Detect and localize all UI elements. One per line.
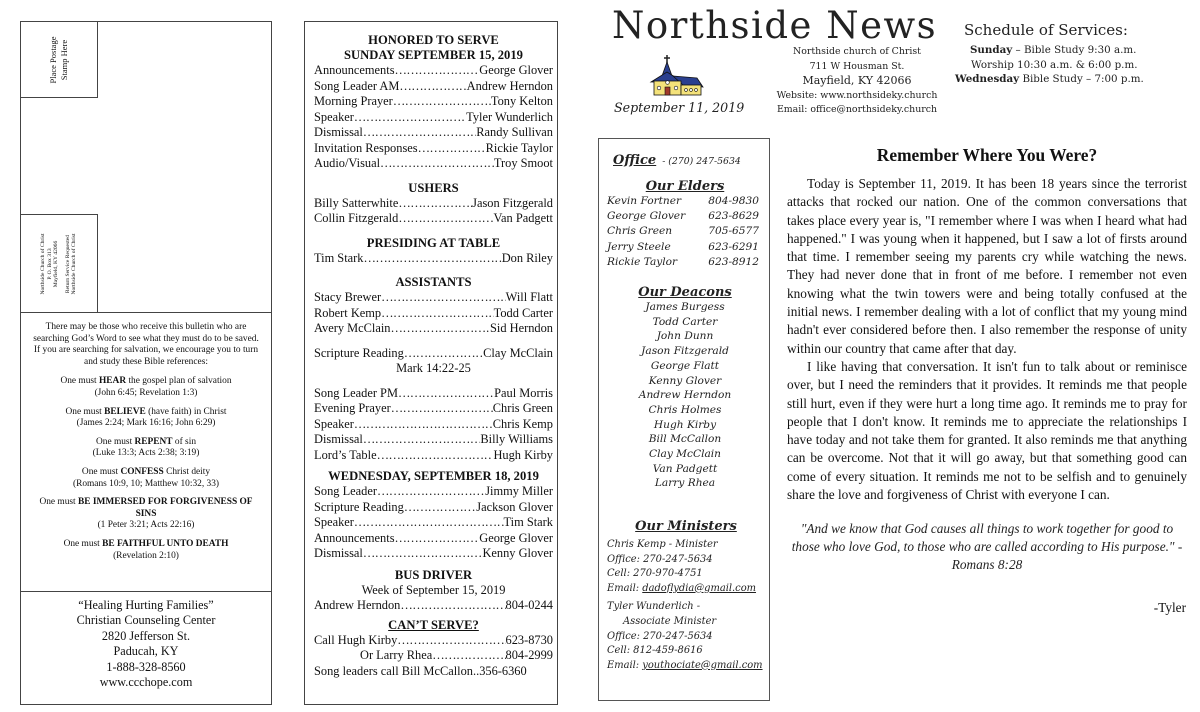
duty-row [314,110,553,126]
counseling-center-ad [21,592,271,705]
salvation-step-reference: (Revelation 2:10) [113,550,179,561]
office-phone: - (270) 247-5634 [662,156,741,167]
elder-name: George Glover [607,210,686,223]
article-signature: -Tyler [1153,600,1186,616]
duty-name: Troy Smoot [493,156,553,170]
issue-date: September 11, 2019 [614,100,745,115]
counseling-website[interactable]: www.ccchope.com [99,675,193,690]
salvation-intro: There may be those who receive this bulletin who are searching God’s Word to see what they must do to be saved. If you are searching for salvation, we encourage you to turn and study these Bible references: [33,322,259,367]
duty-role: Announcements [314,63,395,77]
duty-name: George Glover [479,63,553,77]
church-website[interactable]: Website: www.northsideky.church [776,89,938,101]
leader-dots [398,196,472,212]
salvation-step-reference: (John 6:45; Revelation 1:3) [94,387,198,398]
elders-section [607,179,763,270]
minister-office: Office: 270-247-5634 [607,630,713,642]
duty-name: Tim Stark [503,515,553,529]
bus-week: Week of September 15, 2019 [361,582,506,597]
minister-title-line2: Associate Minister [623,615,717,627]
church-name: Northside church of Christ [793,46,921,57]
duty-name: Tony Kelton [490,94,553,108]
office-contact [613,153,741,168]
masthead-title: Northside News [612,4,938,47]
elder-phone: 705-6577 [708,225,759,238]
duty-row [314,417,553,433]
ushers-heading: USHERS [408,180,459,195]
duty-role: Collin Fitzgerald [314,211,399,225]
leader-dots [380,156,494,172]
duty-role: Dismissal [314,432,363,446]
duty-name: 804-2999 [505,648,553,662]
salvation-step [29,376,263,399]
article-paragraph: I like having that conversation. It isn't fun to talk about or reminisce over, but I need the reminders that it provides. It reminds me that people still hurt, even if they were hurt a long time ago. It reminds me to pray for people that I don't know. It reminds me to appreciate the relationships I have today and not take them for granted. It also reminds me that anything can be overcome. Not that it will go away, but that something good can come of every situation. It reminds me not to be selfish and to genuinely share the love and forgiveness of Christ with everyone I can. [787,358,1187,503]
cant-serve-row [314,648,553,664]
minister-title: Tyler Wunderlich - [607,601,701,613]
leader-dots [377,448,494,464]
leader-dots [398,211,493,227]
deacons-section [607,285,763,491]
duty-name: Jimmy Miller [485,484,553,498]
duty-name: Billy Williams [480,432,553,446]
leader-dots [391,321,491,337]
return-address-box [21,214,98,312]
duty-name: Todd Carter [493,305,553,320]
duty-role: Evening Prayer [314,401,391,415]
salvation-step-text: One must BE IMMERSED FOR FORGIVENESS OF SINS [39,497,253,519]
duty-role: Or Larry Rhea [360,648,433,662]
duty-role: Announcements [314,530,395,545]
duty-name: George Glover [479,530,553,545]
office-label: Office [613,153,657,168]
deacon-name: Hugh Kirby [653,418,717,431]
sunday-pm-list [314,386,553,464]
counseling-phone: 1-888-328-8560 [106,659,186,674]
duty-role: Tim Stark [314,250,364,265]
return-address-line: Northside Church of Christ [40,232,47,295]
church-email[interactable]: Email: office@northsideky.church [776,104,938,116]
serve-title: HONORED TO SERVE [368,33,499,47]
church-city: Mayfield, KY 42066 [802,74,912,88]
counseling-street: 2820 Jefferson St. [101,628,191,643]
duty-row [314,251,553,267]
duty-row [314,79,553,95]
sunday-heading: SUNDAY SEPTEMBER 15, 2019 [344,48,523,62]
duty-role: Andrew Herndon [314,598,401,612]
duty-row [314,546,553,562]
salvation-step-text: One must HEAR the gospel plan of salvation [60,376,232,387]
scripture-passage: Mark 14:22-25 [396,361,471,375]
leader-dots [398,386,494,402]
duty-role: Speaker [314,416,354,431]
elder-phone: 623-8912 [708,255,759,268]
leader-dots [399,79,466,95]
counseling-slogan: “Healing Hurting Families” [78,598,214,612]
duty-name: Chris Kemp [492,416,553,431]
duty-name: Sid Herndon [490,321,553,335]
duty-row [314,448,553,464]
mailer-panel [20,21,272,705]
staff-panel [598,138,770,701]
salvation-step-text: One must REPENT of sin [95,436,196,447]
wednesday-heading: WEDNESDAY, SEPTEMBER 18, 2019 [328,469,539,483]
return-service-line: Return Service Requested [64,234,71,293]
salvation-step-reference: (1 Peter 3:21; Acts 22:16) [97,520,195,531]
schedule-title: Schedule of Services: [964,21,1128,39]
stamp-text [48,36,70,83]
minister-title: Chris Kemp - Minister [607,539,718,550]
stamp-line: Stamp Here [59,39,69,80]
church-street: 711 W Housman St. [809,60,905,72]
elder-row [607,224,763,239]
stamp-line: Place Postage [48,36,58,83]
duty-role: Scripture Reading [314,345,404,360]
duty-role: Lord’s Table [314,447,377,462]
deacon-name: George Flatt [650,359,720,372]
counseling-name: Christian Counseling Center [76,613,216,628]
assistants-heading: ASSISTANTS [395,275,472,289]
elder-phone: 623-6291 [708,240,759,253]
duty-name: Clay McClain [483,345,553,360]
presiding-heading: PRESIDING AT TABLE [366,235,501,250]
leader-dots [354,417,493,433]
minister-email-link[interactable]: dadoflydia@gmail.com [642,582,757,594]
duty-row [314,386,553,402]
duty-row [314,211,553,227]
salvation-step-text: One must BELIEVE (have faith) in Christ [65,406,227,417]
salvation-step-text: One must CONFESS Christ deity [81,466,211,477]
minister-email-row [607,659,765,674]
return-address-line: P. O. Box 313 [46,247,53,280]
deacon-name: Jason Fitzgerald [641,345,729,358]
salvation-step-reference: (Romans 10:9, 10; Matthew 10:32, 33) [72,478,220,489]
elder-name: Kevin Fortner [607,195,682,207]
duty-row [314,94,553,110]
ministers-heading: Our Ministers [635,519,737,534]
church-icon [645,54,705,98]
article-title: Remember Where You Were? [876,145,1098,165]
duty-role: Scripture Reading [314,499,404,514]
deacon-name: Van Padgett [652,462,718,475]
salvation-step-text: One must BE FAITHFUL UNTO DEATH [63,538,229,549]
minister-email-link[interactable]: youthociate@gmail.com [642,659,763,671]
salvation-step [29,407,263,430]
schedule-sunday [970,43,1195,58]
deacons-heading: Our Deacons [638,285,732,300]
duty-name: Chris Green [492,401,553,415]
duty-row [314,196,553,212]
duty-row [314,515,553,531]
duty-name: 623-8730 [505,632,553,647]
duty-row [314,156,553,172]
assistants-list [314,290,553,337]
return-address-line: Mayfield, KY 42066 [53,240,60,287]
ministers-section [607,519,765,673]
duty-row [314,484,553,500]
duty-row [314,432,553,448]
scripture-quote: "And we know that God causes all things to work together for good to those who love God, to those who are called according to His purpose." -Romans 8:28 [791,521,1183,573]
elder-name: Rickie Taylor [607,255,678,268]
cant-serve-heading: CAN’T SERVE? [388,617,479,632]
leader-dots [395,63,480,79]
deacon-name: Larry Rhea [654,477,716,490]
mailing-area [21,22,271,313]
leader-dots [418,141,486,157]
duty-row [314,500,553,516]
leader-dots [393,94,491,110]
duty-name: Paul Morris [494,385,553,400]
leader-dots [354,515,504,531]
deacon-name: Chris Holmes [648,403,722,416]
email-label: Email: [607,582,643,594]
leader-dots [381,306,494,322]
elder-phone: 623-8629 [708,210,759,223]
duty-row [314,306,553,322]
duty-row [314,321,553,337]
elders-heading: Our Elders [645,179,725,194]
duty-name: Van Padgett [493,211,553,225]
return-service-line: Northside Church of Christ [71,232,78,295]
duty-row [314,531,553,547]
minister-cell: Cell: 812-459-8616 [607,645,703,657]
duty-name: Randy Sullivan [476,125,553,139]
elder-row [607,255,763,270]
wednesday-list [314,484,553,562]
duty-row [314,63,553,79]
salvation-step [29,437,263,460]
sunday-am-list [314,63,553,172]
duty-role: Avery McClain [314,321,391,335]
deacon-name: Bill McCallon [648,433,722,446]
elder-row [607,240,763,255]
duty-row [314,401,553,417]
duty-role: Speaker [314,515,354,529]
duty-name: 804-0244 [505,598,553,612]
postage-stamp-box [21,22,98,98]
cant-serve-row [314,633,553,649]
elder-phone: 804-9830 [708,195,759,207]
ushers-list [314,196,553,227]
leader-dots [363,125,476,141]
duty-name: Jason Fitzgerald [472,195,553,210]
cant-serve-row [314,664,553,680]
schedule-of-services [955,21,1195,87]
leader-dots [354,110,466,126]
deacon-name: Kenny Glover [648,374,722,387]
duty-role: Dismissal [314,125,363,139]
duty-role: Song leaders call Bill McCallon.. [314,663,480,678]
sunday-text: – Bible Study 9:30 a.m. [1012,44,1137,56]
duty-role: Speaker [314,109,354,124]
duty-role: Dismissal [314,546,363,560]
minister-office: Office: 270-247-5634 [607,553,713,565]
deacon-name: Todd Carter [652,315,718,328]
deacon-name: John Dunn [656,330,714,343]
duty-name: Andrew Herndon [466,78,553,93]
sunday-label: Sunday [970,44,1013,56]
salvation-step-reference: (James 2:24; Mark 16:16; John 6:29) [76,418,216,429]
church-address [768,45,946,118]
email-label: Email: [607,659,643,671]
bus-driver-heading: BUS DRIVER [394,567,473,582]
elder-name: Jerry Steele [607,240,671,253]
honored-to-serve-panel [304,21,558,705]
duty-role: Audio/Visual [314,156,381,170]
duty-role: Morning Prayer [314,94,393,108]
duty-row [314,125,553,141]
leader-dots [377,484,485,500]
scripture-reading-row [314,346,553,362]
elder-name: Chris Green [607,225,673,238]
duty-name: Will Flatt [505,290,553,304]
minister-cell: Cell: 270-970-4751 [607,568,703,580]
schedule-worship: Worship 10:30 a.m. & 6:00 p.m. [971,58,1138,71]
article-paragraph: Today is September 11, 2019. It has been 18 years since the terrorist attacks that rocked our nation. One of the common conversations that takes place every year is, "I remember where I was when I heard what had happened." I was young when it happened, but I saw a lot of firsts around that time. I remember seeing my parents cry while watching the news. They had never done that in front of me before. I remember not even knowing what the twin towers were and being totally confused at the initial news. I remember dealing with a lot of conflict that my young mind hadn't ever considered before then. I also remember the response of unity within our country that came after that day. [787,176,1187,356]
duty-row [314,141,553,157]
duty-name: Kenny Glover [482,546,553,560]
duty-name: Rickie Taylor [485,140,553,155]
article [787,145,1187,616]
salvation-step [29,467,263,490]
duty-role: Robert Kemp [314,305,382,320]
duty-role: Song Leader AM [314,78,400,93]
leader-dots [404,500,476,516]
leader-dots [391,401,493,417]
salvation-section [21,313,271,592]
return-address [40,233,78,294]
duty-name: Jackson Glover [476,499,553,514]
duty-role: Billy Satterwhite [314,195,399,210]
elder-row [607,209,763,224]
deacon-name: Clay McClain [649,448,721,461]
counseling-city: Paducah, KY [113,644,179,659]
leader-dots [363,432,481,448]
duty-role: Song Leader PM [314,385,398,400]
duty-name: Hugh Kirby [493,447,553,462]
bus-driver-row [314,598,553,614]
salvation-step [29,497,263,532]
minister-email-row [607,582,765,597]
duty-role: Invitation Responses [314,140,418,155]
duty-name: 356-6360 [479,663,527,678]
deacon-name: Andrew Herndon [638,389,732,402]
wednesday-text: Bible Study – 7:00 p.m. [1019,73,1144,85]
duty-role: Song Leader [314,484,377,498]
leader-dots [363,546,483,562]
leader-dots [363,251,501,267]
elder-row [607,194,763,209]
salvation-step [29,539,263,562]
duty-row [314,290,553,306]
leader-dots [395,531,480,547]
duty-name: Tyler Wunderlich [466,109,553,124]
wednesday-label: Wednesday [955,73,1020,85]
deacon-name: James Burgess [645,301,725,313]
duty-name: Don Riley [501,250,553,265]
presiding-list [314,251,553,267]
schedule-wednesday [955,72,1195,87]
leader-dots [381,290,506,306]
duty-role: Call Hugh Kirby [314,632,398,647]
salvation-step-reference: (Luke 13:3; Acts 2:38; 3:19) [92,448,200,459]
duty-role: Stacy Brewer [314,290,382,304]
